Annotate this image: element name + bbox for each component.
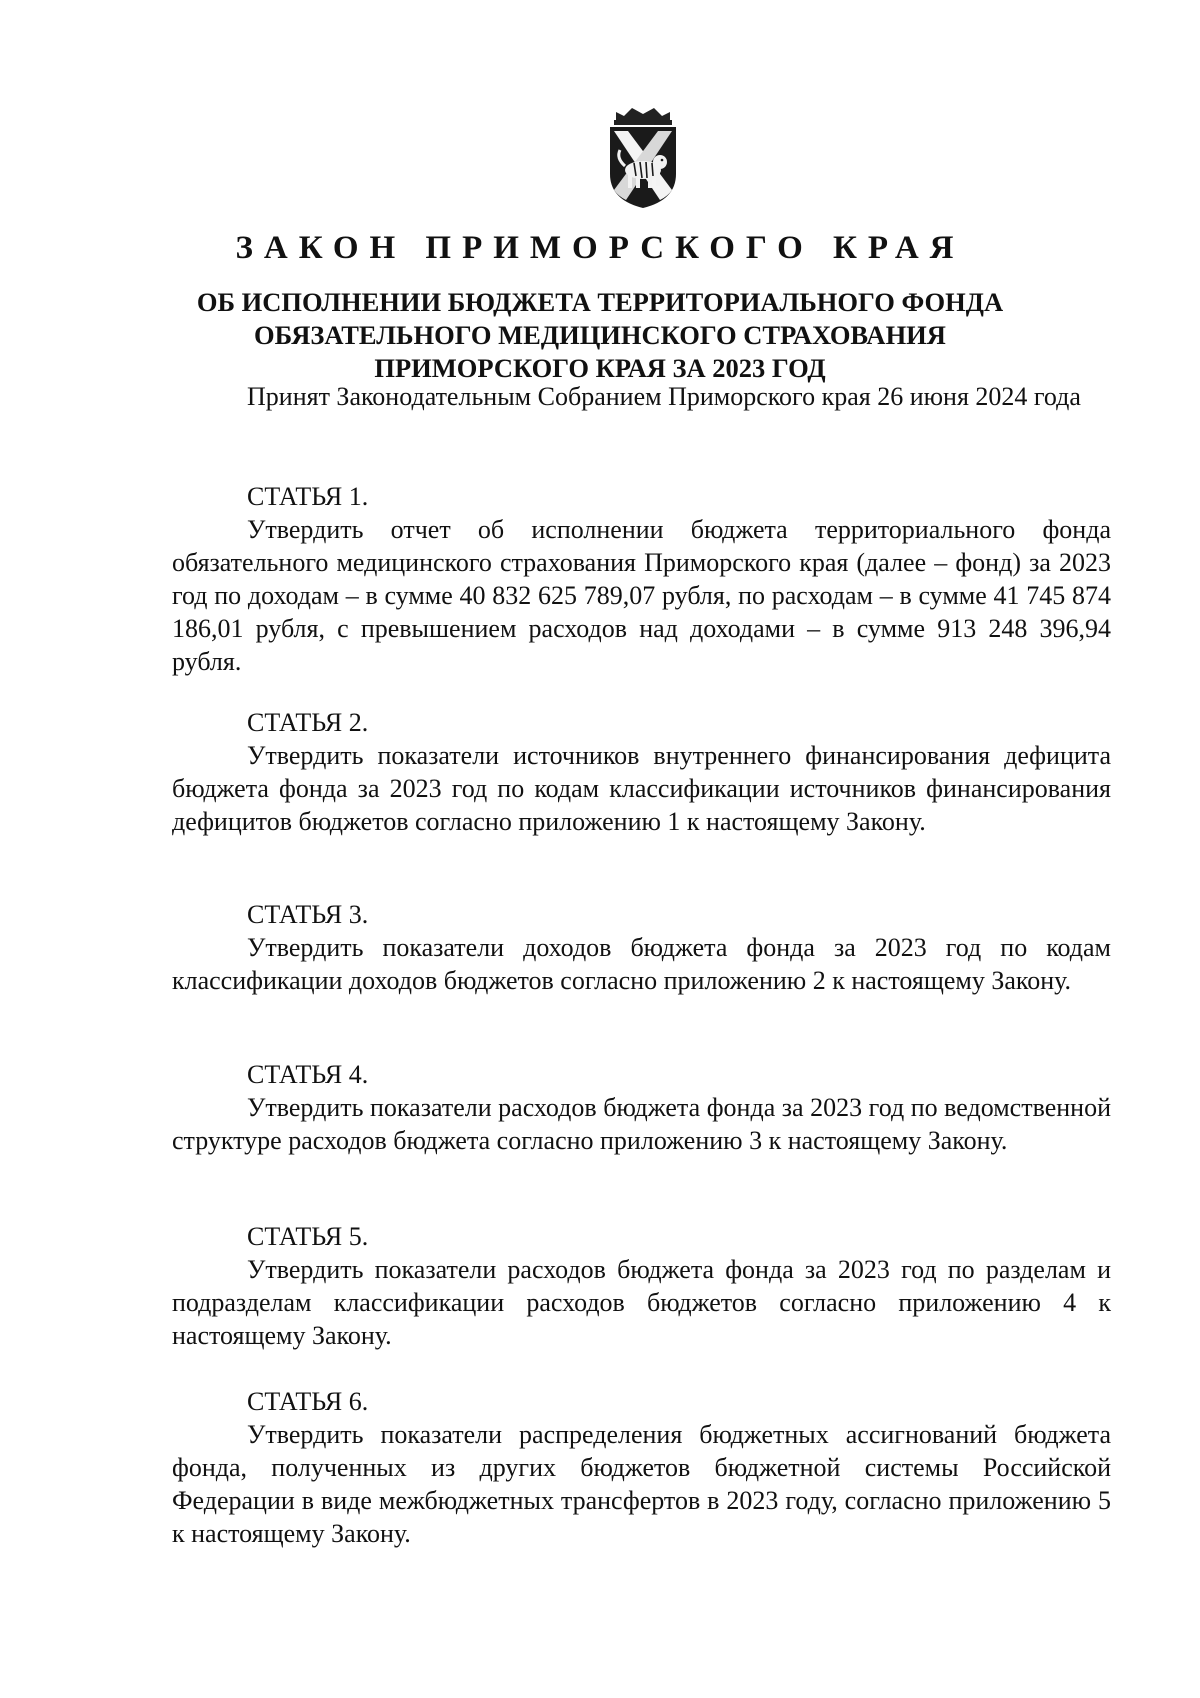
article-text: Утвердить отчет об исполнении бюджета территориального фонда обязательного медицинского страхования Приморского края (далее – фонд) за 2023 год по доходам – в сумме 40 832 625 789,07 рубля, по расходам – в сумме 41 745 874 186,01 рубля, с превышением расходов над доходами – в сумме 913 248 396,94 рубля. [172, 515, 1111, 676]
article-text: Утвердить показатели источников внутреннего финансирования дефицита бюджета фонда за 2023 год по кодам классификации источников финансирования дефицитов бюджетов согласно приложению 1 к настоящему Закону. [172, 741, 1111, 836]
law-subtitle [150, 286, 1050, 385]
article-heading: СТАТЬЯ 5. [247, 1222, 369, 1251]
article-4 [172, 1058, 1111, 1157]
article-heading: СТАТЬЯ 4. [247, 1060, 369, 1089]
subtitle-line: ОБ ИСПОЛНЕНИИ БЮДЖЕТА ТЕРРИТОРИАЛЬНОГО ФОНДА [196, 287, 1004, 317]
article-3 [172, 898, 1111, 997]
adoption-text: Принят Законодательным Собранием Приморского края 26 июня 2024 года [247, 382, 1081, 411]
subtitle-line: ОБЯЗАТЕЛЬНОГО МЕДИЦИНСКОГО СТРАХОВАНИЯ [254, 320, 946, 350]
article-6 [172, 1385, 1111, 1550]
article-text: Утвердить показатели распределения бюджетных ассигнований бюджета фонда, полученных из других бюджетов бюджетной системы Российской Федерации в виде межбюджетных трансфертов в 2023 году, согласно приложению 5 к настоящему Закону. [172, 1420, 1111, 1548]
article-5 [172, 1220, 1111, 1352]
article-heading: СТАТЬЯ 1. [247, 482, 369, 511]
coat-of-arms-icon [602, 104, 684, 212]
subtitle-line: ПРИМОРСКОГО КРАЯ ЗА 2023 ГОД [374, 353, 826, 383]
article-heading: СТАТЬЯ 3. [247, 900, 369, 929]
article-heading: СТАТЬЯ 6. [247, 1387, 369, 1416]
adoption-block [172, 380, 1111, 413]
article-text: Утвердить показатели доходов бюджета фонда за 2023 год по кодам классификации доходов бюджетов согласно приложению 2 к настоящему Закону. [172, 933, 1111, 995]
article-text: Утвердить показатели расходов бюджета фонда за 2023 год по ведомственной структуре расходов бюджета согласно приложению 3 к настоящему Закону. [172, 1093, 1111, 1155]
article-text: Утвердить показатели расходов бюджета фонда за 2023 год по разделам и подразделам классификации расходов бюджетов согласно приложению 4 к настоящему Закону. [172, 1255, 1111, 1350]
article-2 [172, 706, 1111, 838]
article-heading: СТАТЬЯ 2. [247, 708, 369, 737]
article-1 [172, 480, 1111, 678]
law-title: ЗАКОН ПРИМОРСКОГО КРАЯ [235, 230, 965, 266]
